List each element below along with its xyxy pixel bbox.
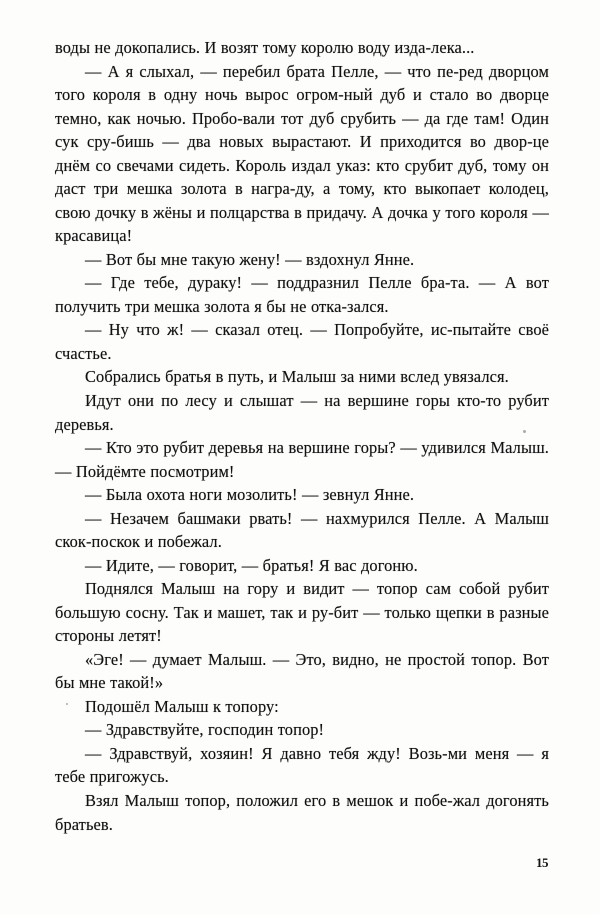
- paper-speck: [523, 430, 526, 433]
- paragraph: — Здравствуй, хозяин! Я давно тебя жду! Возь-ми меня — я тебе пригожусь.: [55, 743, 549, 787]
- paragraph: Взял Малыш топор, положил его в мешок и побе-жал догонять братьев.: [55, 791, 549, 834]
- paragraph: Идут они по лесу и слышат — на вершине горы кто-то рубит деревья.: [55, 390, 549, 434]
- paragraph: Собрались братья в путь, и Малыш за ними вслед увязался.: [85, 367, 509, 387]
- paragraph: — А я слыхал, — перебил брата Пелле, — что пе-ред дворцом того короля в одну ночь вырос огром-ный дуб и стало во дворце темно, как ночью. Пробо-вали тот дуб срубить — да где там! Один сук сру-бишь — два новых вырастают. И приходится во двор-це днём со свечами сидеть. Король издал указ: кто срубит дуб, тому он даст три мешка золота в награ-ду, а тому, кто выкопает колодец, свою дочку в жёны и полцарства в придачу. А дочка у того короля — красавица!: [55, 61, 549, 246]
- paragraph: — Незачем башмаки рвать! — нахмурился Пелле. А Малыш скок-поскок и побежал.: [55, 508, 549, 552]
- paragraph: — Ну что ж! — сказал отец. — Попробуйте, ис-пытайте своё счастье.: [55, 320, 549, 363]
- paragraph: Поднялся Малыш на гору и видит — топор сам собой рубит большую сосну. Так и машет, так и ру-бит — только щепки в разные стороны летят!: [55, 579, 549, 646]
- paragraph: — Кто это рубит деревья на вершине горы? — удивился Малыш. — Пойдёмте посмотрим!: [55, 438, 549, 481]
- page-text-body: [55, 36, 549, 836]
- paragraph: — Где тебе, дураку! — поддразнил Пелле бра-та. — А вот получить три мешка золота я бы не отка-зался.: [55, 273, 549, 316]
- paragraph: Подошёл Малыш к топору:: [85, 696, 279, 716]
- paragraph: — Здравствуйте, господин топор!: [85, 720, 325, 740]
- paragraph: «Эге! — думает Малыш. — Это, видно, не простой топор. Вот бы мне такой!»: [55, 649, 549, 693]
- paragraph: — Была охота ноги мозолить! — зевнул Янне.: [85, 485, 415, 505]
- paragraph: — Вот бы мне такую жену! — вздохнул Янне.: [85, 249, 415, 269]
- paper-speck: [66, 703, 68, 705]
- paragraph: — Идите, — говорит, — братья! Я вас догоню.: [85, 555, 418, 575]
- paragraph: воды не докопались. И возят тому королю воду изда-лека...: [55, 38, 475, 57]
- page-number: 15: [536, 855, 548, 870]
